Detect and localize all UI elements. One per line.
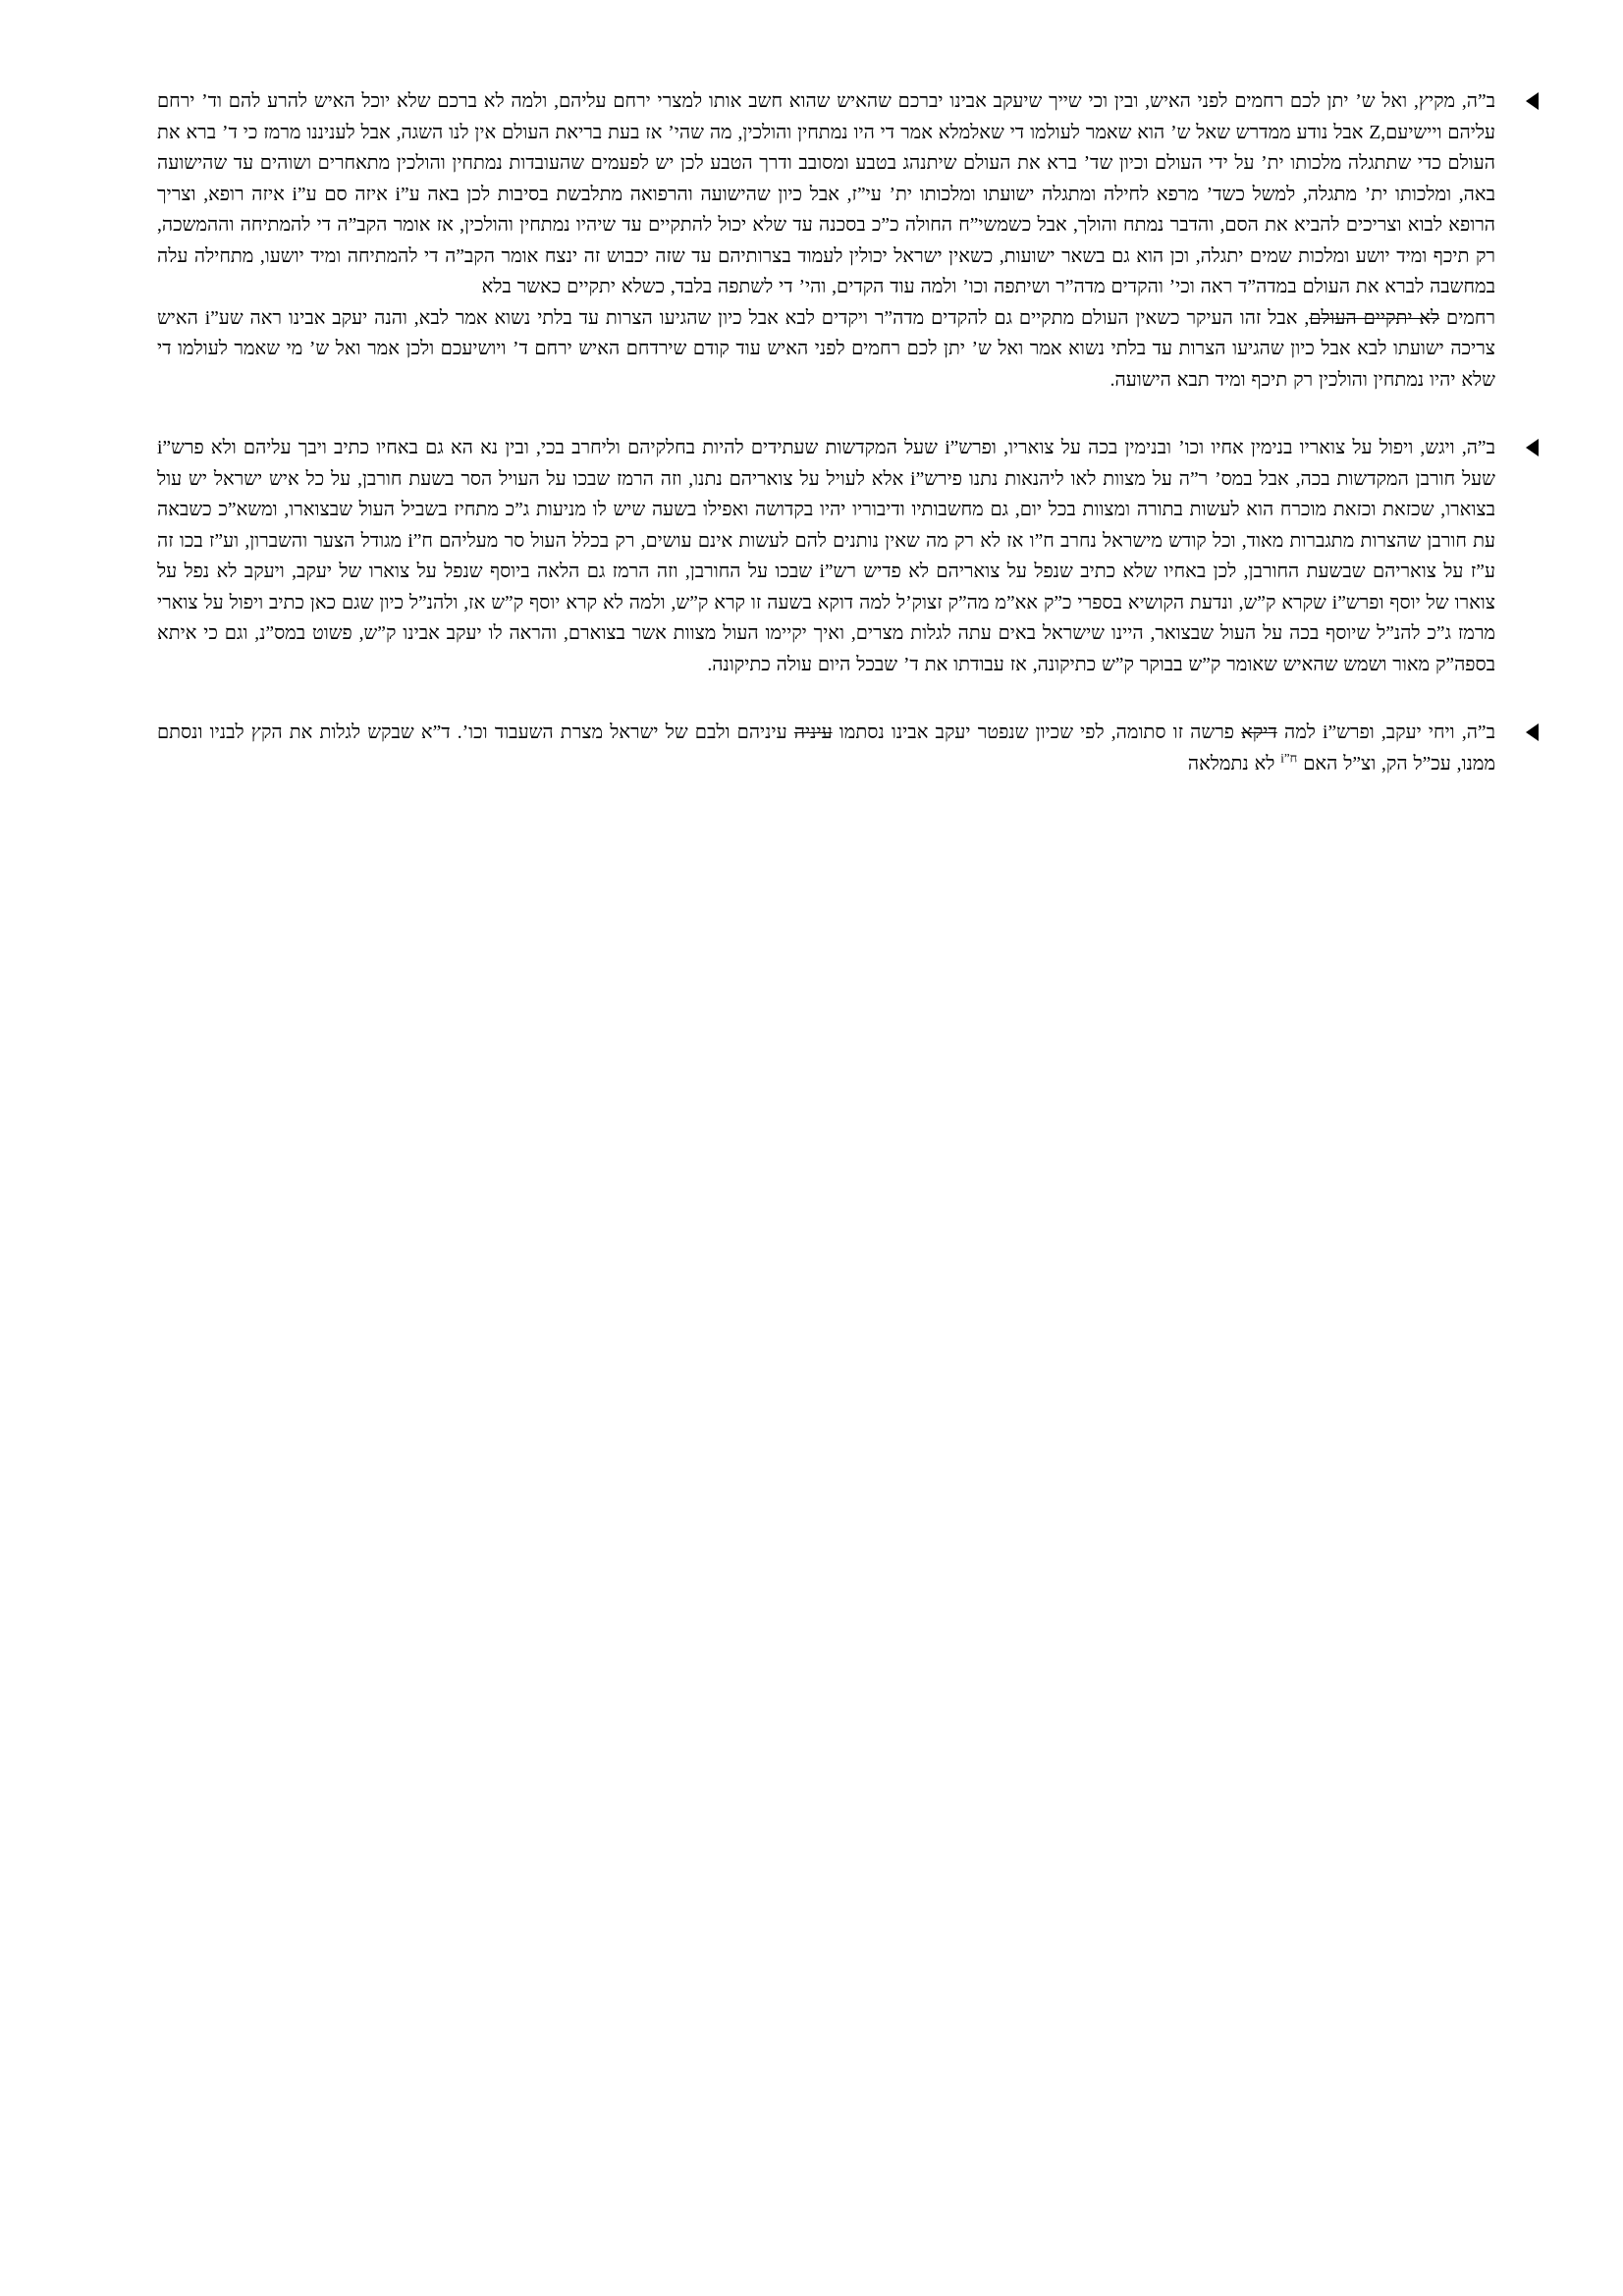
paragraph-3-struck-text-1: דיקא (1241, 722, 1277, 743)
paragraph-1-second-text: , אבל זהו העיקר כשאין העולם מתקיים גם להקדים מדה”ר ויקדים לבא אבל כיון שהגיעו הצרות עד בלתי נשוא אמר לבא, והנה יעקב אבינו ראה שע”i האיש צריכה ישועתו לבא אבל כיון שהגיעו הצרות עד בלתי נשוא אמר ואל ש’ יתן לכם רחמים לפני האיש עוד קודם שירדחם האיש ירחם ד’ ויושיעכם ולכן אמר ואל ש’ מי שאמר לעולמו די שלא יהיו נמתחין והולכין רק תיכף ומיד תבא הישועה. (157, 307, 1495, 391)
paragraph-2-text: ב”ה, ויגש, ויפול על צואריו בנימין אחיו וכו’ ובנימין בכה על צואריו, ופרש”i שעל המקדשות שעתידים להיות בחלקיהם וליחרב בכי, ובין נא הא גם באחיו כתיב ויבך עליהם ולא פרש”i שעל חורבן המקדשות בכה, אבל במס’ ר”ה על מצוות לאו ליהנאות נתנו פירש”i אלא לעויל על צואריהם נתנו, וזה הרמז שבכו על העויל הסר בשעת חורבן, על כל איש ישראל יש עול בצוארו, שכזאת וכזאת מוכרח הוא לעשות בתורה ומצוות בכל יום, גם מחשבותיו ודיבוריו יהיו בקדושה ואפילו בשעה שיש לו מניעות ג”כ מתחיז בשביל העול שבצוארו, ומשא”כ כשבאה עת חורבן שהצרות מתגברות מאוד, וכל קודש מישראל נחרב ח”ו אז לא רק מה שאין נותנים להם לעשות אינם עושים, רק בכלל העול סר מעליהם ח”i מגודל הצער והשברון, וע”ז בכו זה ע”ז על צואריהם שבשעת החורבן, לכן באחיו שלא כתיב שנפל על צואריהם לא פדיש רש”i שבכו על החורבן, וזה הרמז גם הלאה ביוסף שנפל על צוארו של יעקב, ויעקב לא נפל על צוארו של יוסף ופרש”i שקרא ק”ש, ונדעת הקושיא בספרי כ”ק אא”מ מה”ק זצוק’ל למה דוקא בשעה זו קרא ק”ש, ולמה לא קרא יוסף ק”ש אז, ולהנ”ל כיון שגם כאן כתיב ויפול על צוארי מרמז ג”כ להנ”ל שיוסף בכה על העול שבצואר, היינו שישראל באים עתה לגלות מצרים, ואיך יקיימו העול מצוות אשר בצוארם, והראה לו יעקב אבינו ק”ש, פשוט במס”נ, וגם כי איתא בספה”ק מאור ושמש שהאיש שאומר ק”ש בבוקר ק”ש כתיקונה, אז עבודתו את ד’ שבכל היום עולה כתיקונה. (157, 438, 1495, 675)
paragraph-block-2 (157, 433, 1495, 680)
paragraph-3-struck-text-2: עיניה (793, 722, 833, 743)
bullet-marker-icon (1526, 723, 1539, 741)
paragraph-1-continued (157, 303, 1495, 397)
paragraph-1-text: ב”ה, מקיץ, ואל ש’ יתן לכם רחמים לפני האיש, ובין וכי שייך שיעקב אבינו יברכם שהאיש שהוא חשב אותו למצרי ירחם עליהם, ולמה לא ברכם שלא יוכל האיש להרע להם וד’ ירחם עליהם ויישיעם,Z אבל נודע ממדרש שאל ש’ הוא שאמר לעולמו די שאלמלא אמר די היו נמתחין והולכין, מה שהי’ אז בעת בריאת העולם אין לנו השגה, אבל לעניננו מרמז כי ד’ ברא את העולם כדי שתתגלה מלכותו ית’ על ידי העולם וכיון שד’ ברא את העולם שיתנהג בטבע ומסובב ודרך הטבע לכן יש לפעמים שהעובדות נמתחין והולכין מתאחרים ושוהים עד שהישועה באה, ומלכותו ית’ מתגלה, למשל כשד’ מרפא לחילה ומתגלה ישועתו ומלכותו ית’ עי”ז, אבל כיון שהישועה והרפואה מתלבשת בסיבות לכן באה ע”i איזה סם ע”i איזה רופא, וצריך הרופא לבוא וצריכים להביא את הסם, והדבר נמתח והולך, אבל כשמשי”ח החולה כ”כ בסכנה עד שלא יכול להתקיים עד שיהיו נמתחין והולכין, אז אומר הקב”ה די להמתיחה וההמשכה, רק תיכף ומיד יושע ומלכות שמים יתגלה, וכן הוא גם בשאר ישועות, כשאין ישראל יכולין לעמוד בצרותיהם עד שזה יכבוש זה ינצח אומר הקב”ה די להמתיחה ומיד יושעו, מתחילה עלה במחשבה לברא את העולם במדה”ד ראה וכי’ והקדים מדה”ר ושיתפה וכו’ ולמה עוד הקדים, והי’ די לשתפה בלבד, כשלא יתקיים כאשר בלא (157, 91, 1495, 297)
paragraph-3-prefix: ב”ה, ויחי יעקב, ופרש”i למה (1276, 722, 1495, 743)
paragraph-3-text: פרשה זו סתומה, לפי שכיון שנפטר יעקב אבינו נסתמו (832, 722, 1242, 743)
paragraph-1-struck-text: לא יתקיים העולם (1309, 307, 1440, 329)
paragraph-block-3 (157, 718, 1495, 779)
paragraph-1 (157, 86, 1495, 303)
bullet-marker-icon (1526, 92, 1539, 110)
paragraph-2 (157, 433, 1495, 680)
paragraph-3-tail: לא נתמלאה (1187, 753, 1281, 774)
paragraph-3-superscript: ח”i (1280, 750, 1298, 765)
paragraph-block-1 (157, 86, 1495, 396)
paragraph-3-text-2: עיניהם ולבם של ישראל מצרת השעבוד וכו’. ד”א שבקש לגלות את הקץ לבניו ונסתם ממנו, עכ”ל הק, וצ”ל האם (157, 722, 1495, 774)
paragraph-1-second-prefix: רחמים (1439, 307, 1495, 329)
paragraph-3 (157, 718, 1495, 779)
document-body (157, 86, 1495, 779)
bullet-marker-icon (1526, 439, 1539, 456)
